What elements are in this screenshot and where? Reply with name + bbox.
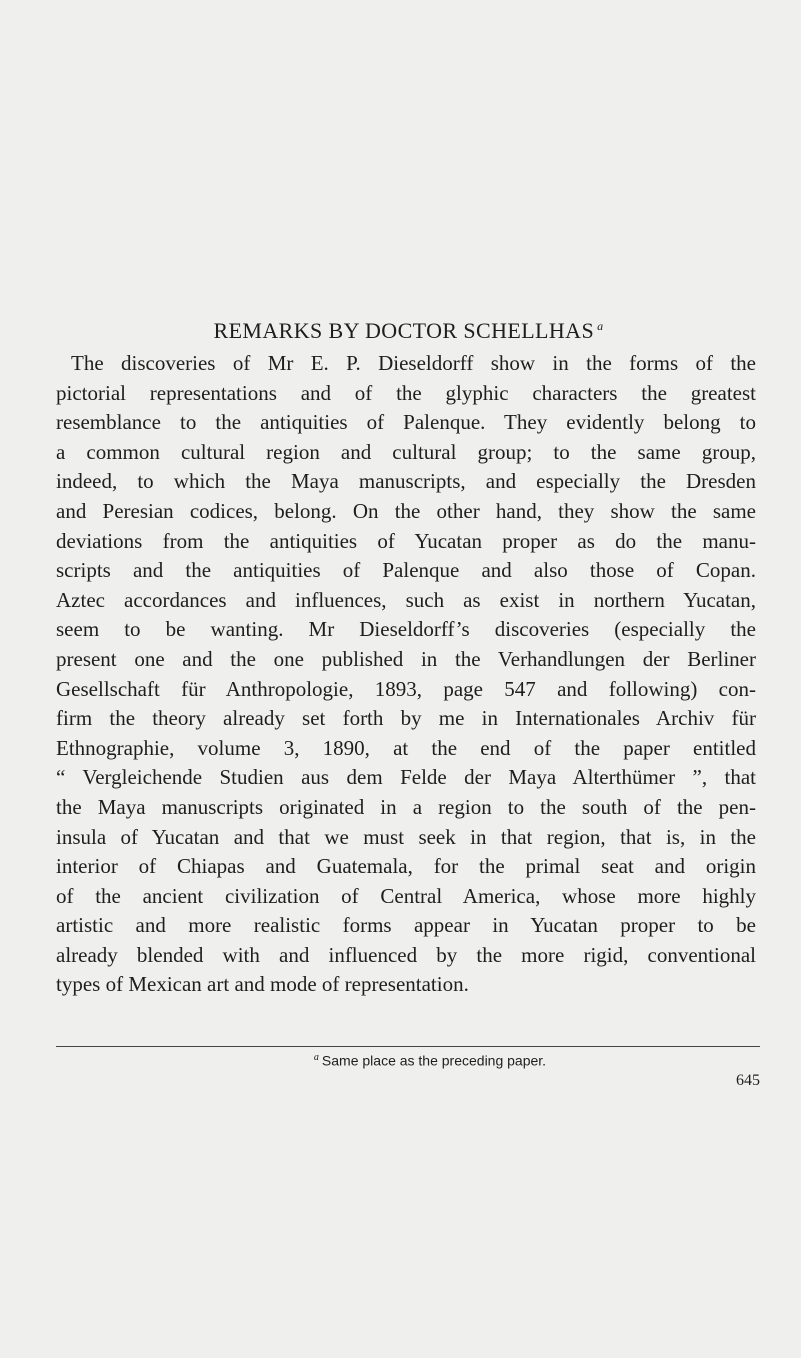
text-line: already blended with and influenced by the more rigid, conventional [56, 942, 756, 967]
text-line: pictorial representations and of the glyphic characters the greatest [56, 380, 756, 405]
text-line: Gesellschaft für Anthropologie, 1893, page 547 and following) con- [56, 676, 756, 701]
text-line: Aztec accordances and influences, such as exist in northern Yucatan, [56, 587, 756, 612]
text-line: interior of Chiapas and Guatemala, for the primal seat and origin [56, 854, 756, 879]
text-line: artistic and more realistic forms appear in Yucatan proper to be [56, 913, 756, 938]
text-line: Ethnographie, volume 3, 1890, at the end of the paper entitled [56, 735, 756, 760]
page-title [0, 318, 801, 344]
text-line: types of Mexican art and mode of representation. [56, 972, 469, 997]
footnote-mark: a [313, 1052, 319, 1063]
text-line: The discoveries of Mr E. P. Dieseldorff show in the forms of the [71, 351, 756, 375]
text-line: “ Vergleichende Studien aus dem Felde der Maya Alterthümer ”, that [56, 765, 756, 790]
page-title-text: REMARKS BY DOCTOR SCHELLHAS [213, 318, 595, 343]
text-line: of the ancient civilization of Central America, whose more highly [56, 883, 756, 908]
text-line: resemblance to the antiquities of Palenque. They evidently belong to [56, 410, 756, 435]
footnote-reference: a [597, 318, 604, 333]
text-line: and Peresian codices, belong. On the other hand, they show the same [56, 498, 756, 523]
text-line: indeed, to which the Maya manuscripts, and especially the Dresden [56, 469, 756, 494]
text-line: deviations from the antiquities of Yucatan proper as do the manu- [56, 528, 756, 553]
footnote-divider [56, 1046, 760, 1047]
text-line: a common cultural region and cultural group; to the same group, [56, 439, 756, 464]
text-line: present one and the one published in the Verhandlungen der Berliner [56, 646, 756, 671]
text-line: the Maya manuscripts originated in a region to the south of the pen- [56, 794, 756, 819]
page-number: 645 [736, 1072, 760, 1089]
body-paragraph [56, 349, 756, 1000]
footnote-text: Same place as the preceding paper. [321, 1052, 547, 1069]
text-line: scripts and the antiquities of Palenque and also those of Copan. [56, 558, 756, 583]
text-line: seem to be wanting. Mr Dieseldorff’s discoveries (especially the [56, 617, 756, 642]
text-line: firm the theory already set forth by me in Internationales Archiv für [56, 706, 756, 731]
text-line: insula of Yucatan and that we must seek in that region, that is, in the [56, 824, 756, 849]
footnote [80, 1052, 780, 1069]
